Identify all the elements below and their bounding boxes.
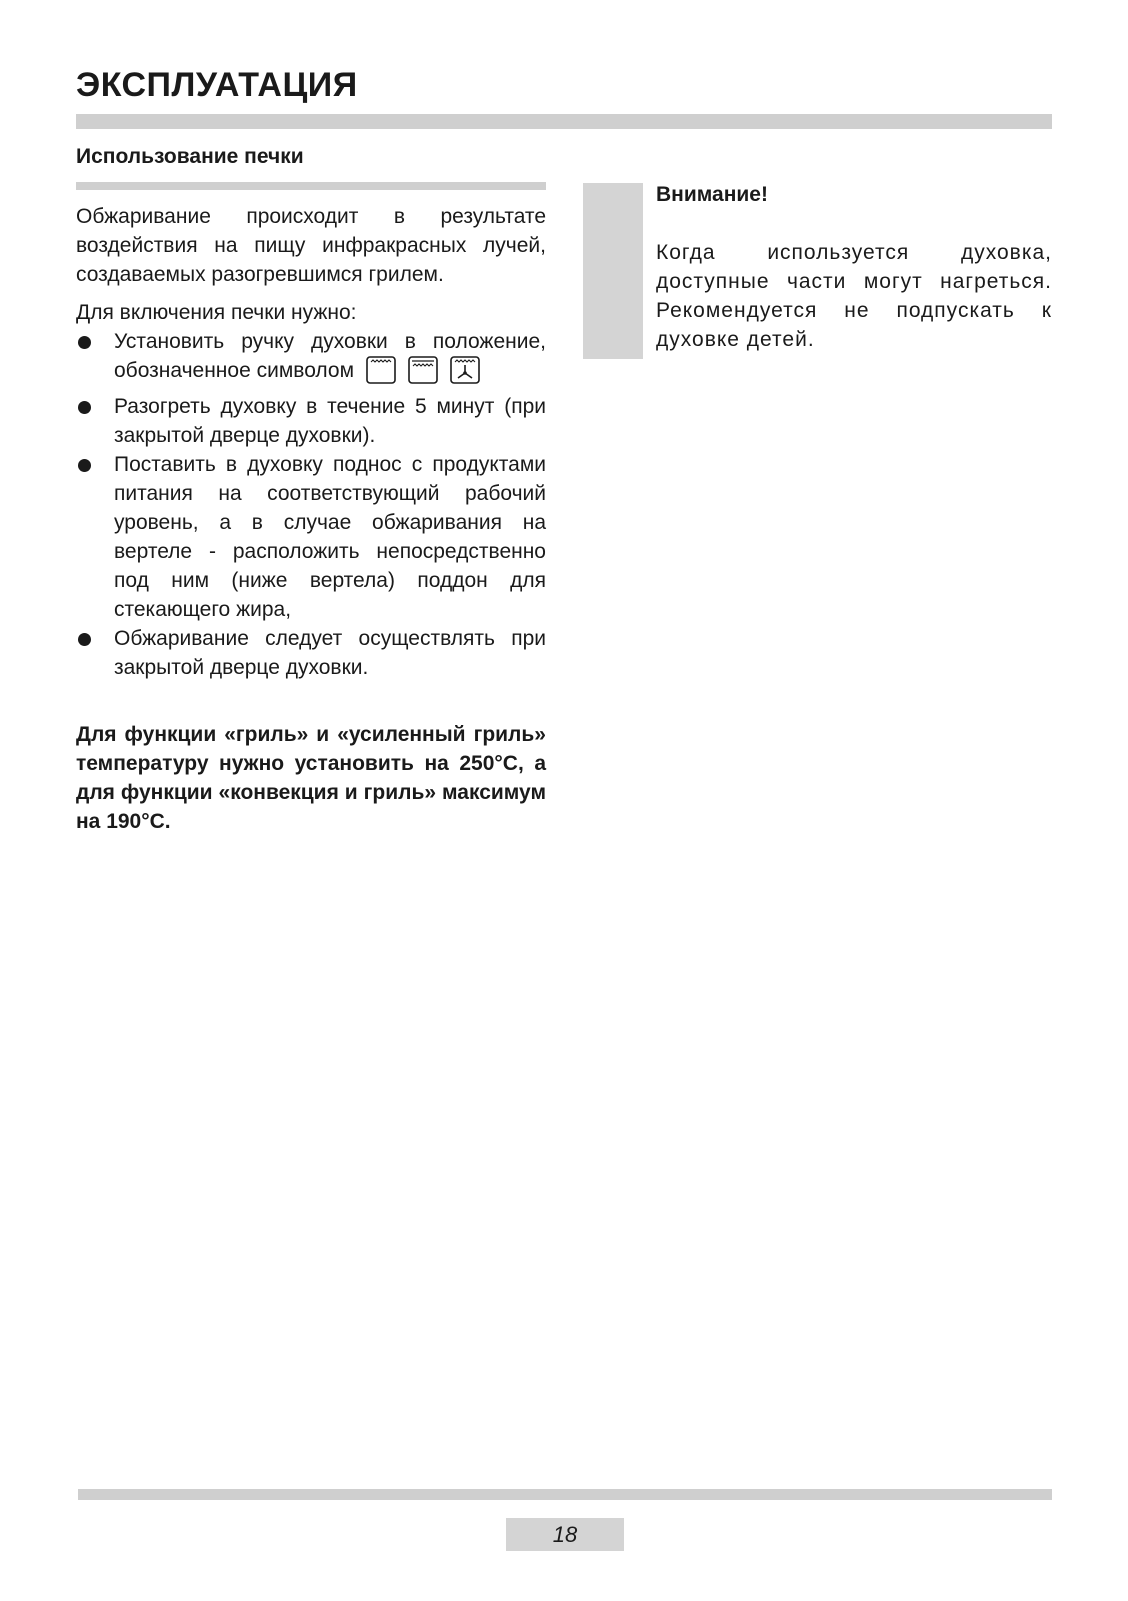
bullet-icon — [78, 336, 91, 349]
bullet-icon — [78, 401, 91, 414]
steps-intro: Для включения печки нужно: — [76, 301, 357, 324]
grill-symbol-icon — [366, 356, 396, 392]
header-divider — [76, 114, 1052, 129]
temperature-note: Для функции «гриль» и «усиленный гриль» температуру нужно установить на 250°C, а для функции «конвекция и гриль» максимум на 190°C. — [76, 723, 546, 833]
step-text: Обжаривание следует осуществлять при закрытой дверце духовки. — [114, 627, 546, 679]
page-title: ЭКСПЛУАТАЦИЯ — [76, 66, 358, 104]
page-number: 18 — [506, 1518, 624, 1551]
list-item — [76, 392, 546, 450]
main-column — [76, 202, 546, 857]
bullet-icon — [78, 459, 91, 472]
section-title: Использование печки — [76, 145, 304, 168]
footer-divider — [78, 1489, 1052, 1500]
section-divider — [76, 182, 546, 190]
list-item — [76, 327, 546, 392]
bullet-icon — [78, 633, 91, 646]
step-text: Разогреть духовку в течение 5 минут (при закрытой дверце духовки). — [114, 395, 546, 447]
warning-title: Внимание! — [656, 183, 768, 206]
steps-list — [76, 327, 546, 682]
intro-paragraph: Обжаривание происходит в результате воздействия на пищу инфракрасных лучей, создаваемых разогревшимся грилем. — [76, 205, 546, 286]
list-item — [76, 450, 546, 624]
warning-marker — [583, 183, 643, 359]
step-text: Установить ручку духовки в положение, обозначенное символом — [114, 330, 546, 382]
step-text: Поставить в духовку поднос с продуктами питания на соответствующий рабочий уровень, а в случае обжаривания на вертеле - расположить непосредственно под ним (ниже вертела) поддон для стекающего жира, — [114, 453, 546, 621]
enhanced-grill-symbol-icon — [408, 356, 438, 392]
warning-text: Когда используется духовка, доступные части могут нагреться. Рекомендуется не подпускать к духовке детей. — [656, 241, 1052, 351]
list-item — [76, 624, 546, 682]
convection-grill-symbol-icon — [450, 356, 480, 392]
